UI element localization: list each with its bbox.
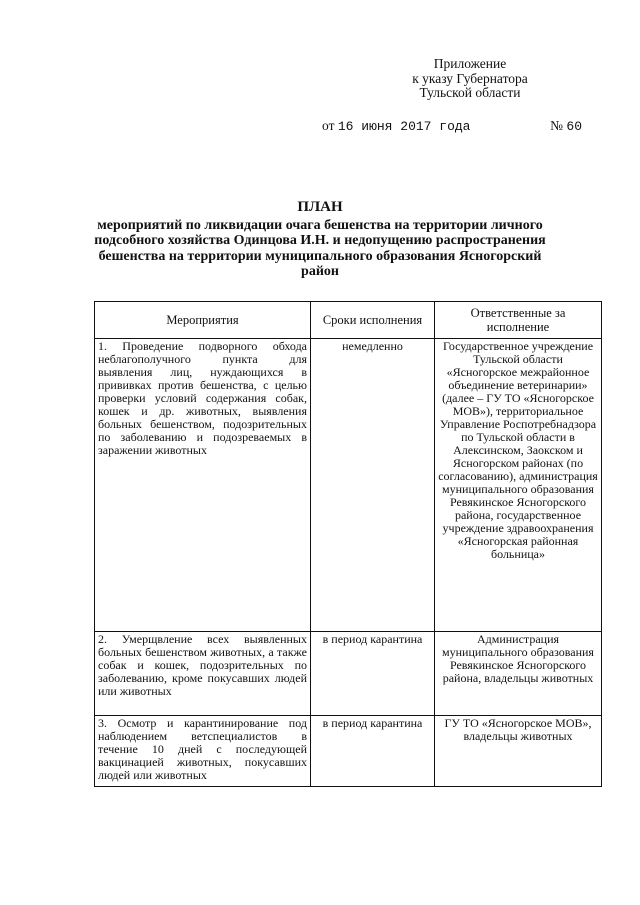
number-value: 60 [566,119,582,134]
title-subtitle: мероприятий по ликвидации очага бешенства на территории личного подсобного хозяйства Одинцова И.Н. и недопущению распространения бешенства на территории муниципального образования Ясногорский район [94,217,546,279]
deadline-cell: в период карантина [311,716,435,787]
responsible-cell: Государственное учреждение Тульской области «Ясногорское межрайонное объединение ветеринарии» (далее – ГУ ТО «Ясногорское МОВ»), территориальное Управление Роспотребнадзора по Тульской области в Алексинском, Заокском и Ясногорском районах (по согласованию), администрация муниципального образования Ревякинское Ясногорского района, государственное учреждение здравоохранения «Ясногорская районная больница» [435,339,602,632]
date-prefix: от [322,118,335,133]
annex-line: Приложение [433,56,507,71]
annex-line: к указу Губернатора [412,70,528,86]
responsible-cell: ГУ ТО «Ясногорское МОВ», владельцы животных [435,716,602,787]
header-deadlines: Сроки исполнения [311,302,435,339]
table-row [95,339,602,632]
date-value: 16 июня 2017 года [337,119,471,134]
number-label: № [550,118,564,133]
table-row [95,716,602,787]
decree-date-line [322,118,582,134]
deadline-cell: в период карантина [311,632,435,716]
annex-block [375,57,565,101]
header-activities: Мероприятия [95,302,311,339]
responsible-cell: Администрация муниципального образования Ревякинское Ясногорского района, владельцы животных [435,632,602,716]
plan-table [94,301,602,787]
title-heading: ПЛАН [297,199,343,215]
decree-number [550,118,582,134]
table-row [95,632,602,716]
table-header-row [95,302,602,339]
annex-line: Тульской области [419,85,521,100]
activity-cell: 3. Осмотр и карантинирование под наблюдением ветспециалистов в течение 10 дней с последующей вакцинацией животных, покусавших людей или животных [95,716,311,787]
activity-cell: 1. Проведение подворного обхода неблагополучного пункта для выявления лиц, нуждающихся в прививках против бешенства, с целью проверки условий содержания собак, кошек и др. животных, выявления больных бешенством, подозрительных по заболеванию и подозреваемых в заражении животных [95,339,311,632]
document-title [80,200,560,280]
decree-date [322,118,470,134]
activity-cell: 2. Умерщвление всех выявленных больных бешенством животных, а также собак и кошек, подозрительных по заболеванию, кроме покусавших людей или животных [95,632,311,716]
deadline-cell: немедленно [311,339,435,632]
header-responsible: Ответственные за исполнение [435,302,602,339]
